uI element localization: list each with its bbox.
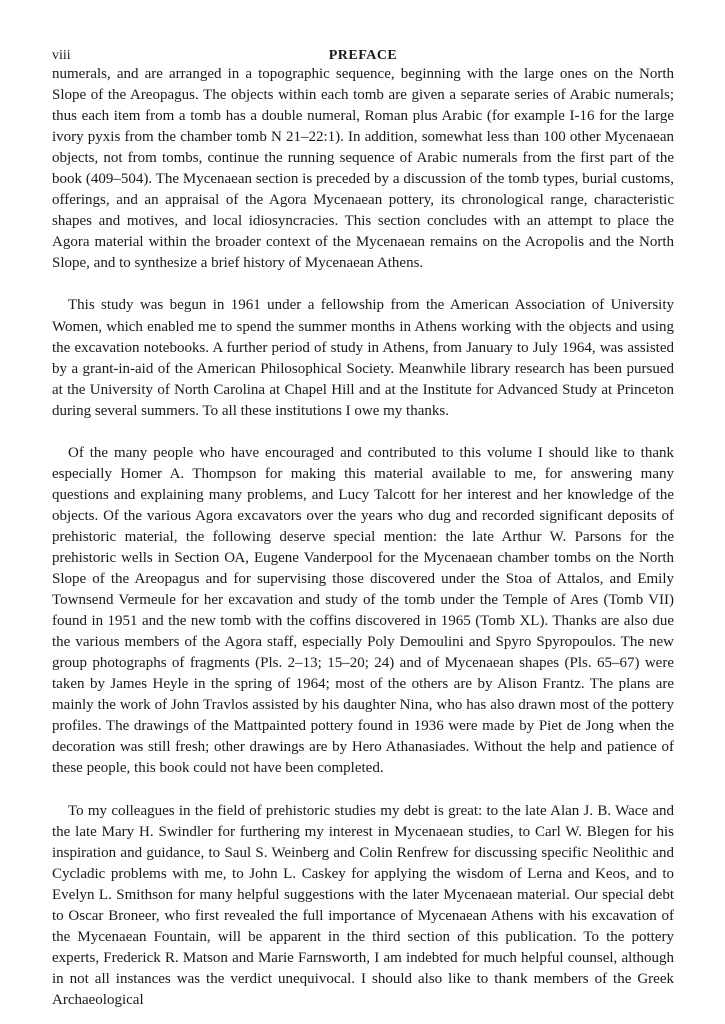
- chapter-title: PREFACE: [328, 48, 398, 63]
- paragraph-1: numerals, and are arranged in a topographic sequence, beginning with the large ones on the North Slope of the Areopagus. The objects within each tomb are given a separate series of Arabic numerals; thus each item from a tomb has a double numeral, Roman plus Arabic (for example I-16 for the large ivory pyxis from the chamber tomb N 21–22:1). In addition, somewhat less than 100 other Mycenaean objects, not from tombs, continue the running sequence of Arabic numerals from the first part of the book (409–504). The Mycenaean section is preceded by a discussion of the tomb types, burial customs, offerings, and an appraisal of the Agora Mycenaean pottery, its chronological range, characteristic shapes and motives, and local idiosyncracies. This section concludes with an attempt to place the Agora material within the broader context of the Mycenaean remains on the Acropolis and the North Slope, and to synthesize a brief history of Mycenaean Athens.: [52, 66, 674, 272]
- book-page: [52, 38, 674, 1011]
- paragraph-4: To my colleagues in the field of prehistoric studies my debt is great: to the late Alan J. B. Wace and the late Mary H. Swindler for furthering my interest in Mycenaean studies, to Carl W. Blegen for his inspiration and guidance, to Saul S. Weinberg and Colin Renfrew for discussing specific Neolithic and Cycladic problems with me, to John L. Caskey for applying the wisdom of Lerna and Keos, and to Evelyn L. Smithson for many helpful suggestions with the later Mycenaean material. Our special debt to Oscar Broneer, who first revealed the full importance of Mycenaean Athens with his excavation of the Mycenaean Fountain, will be apparent in the third section of this publication. To the pottery experts, Frederick R. Matson and Marie Farnsworth, I am indebted for much helpful counsel, although in not all instances was the verdict unequivocal. I should also like to thank members of the Greek Archaeological: [52, 802, 674, 1008]
- paragraph-3: Of the many people who have encouraged and contributed to this volume I should like to thank especially Homer A. Thompson for making this material available to me, for answering many questions and explaining many problems, and Lucy Talcott for her interest and her knowledge of the objects. Of the various Agora excavators over the years who dug and recorded significant deposits of prehistoric material, the following deserve special mention: the late Arthur W. Parsons for the prehistoric wells in Section ΟΑ, Eugene Vanderpool for the Mycenaean chamber tombs on the North Slope of the Areopagus and for supervising those discovered under the Stoa of Attalos, and Emily Townsend Vermeule for her excavation and study of the tomb under the Temple of Ares (Tomb VII) found in 1951 and the new tomb with the coffins discovered in 1965 (Tomb XL). Thanks are also due the various members of the Agora staff, especially Poly Demoulini and Spyro Spyropoulos. The new group photographs of fragments (Pls. 2–13; 15–20; 24) and of Mycenaean shapes (Pls. 65–67) were taken by James Heyle in the spring of 1964; most of the others are by Alison Frantz. The plans are mainly the work of John Travlos assisted by his daughter Nina, who has also drawn most of the pottery profiles. The drawings of the Mattpainted pottery found in 1936 were made by Piet de Jong when the decoration was still fresh; other drawings are by Hero Athanasiades. Without the help and patience of these people, this book could not have been completed.: [52, 444, 674, 777]
- running-head: [52, 38, 674, 64]
- page-number: viii: [52, 48, 71, 63]
- paragraph-2: This study was begun in 1961 under a fellowship from the American Association of University Women, which enabled me to spend the summer months in Athens working with the objects and using the excavation notebooks. A further period of study in Athens, from January to July 1964, was assisted by a grant-in-aid of the American Philosophical Society. Meanwhile library research has been pursued at the University of North Carolina at Chapel Hill and at the Institute for Advanced Study at Princeton during several summers. To all these institutions I owe my thanks.: [52, 297, 674, 419]
